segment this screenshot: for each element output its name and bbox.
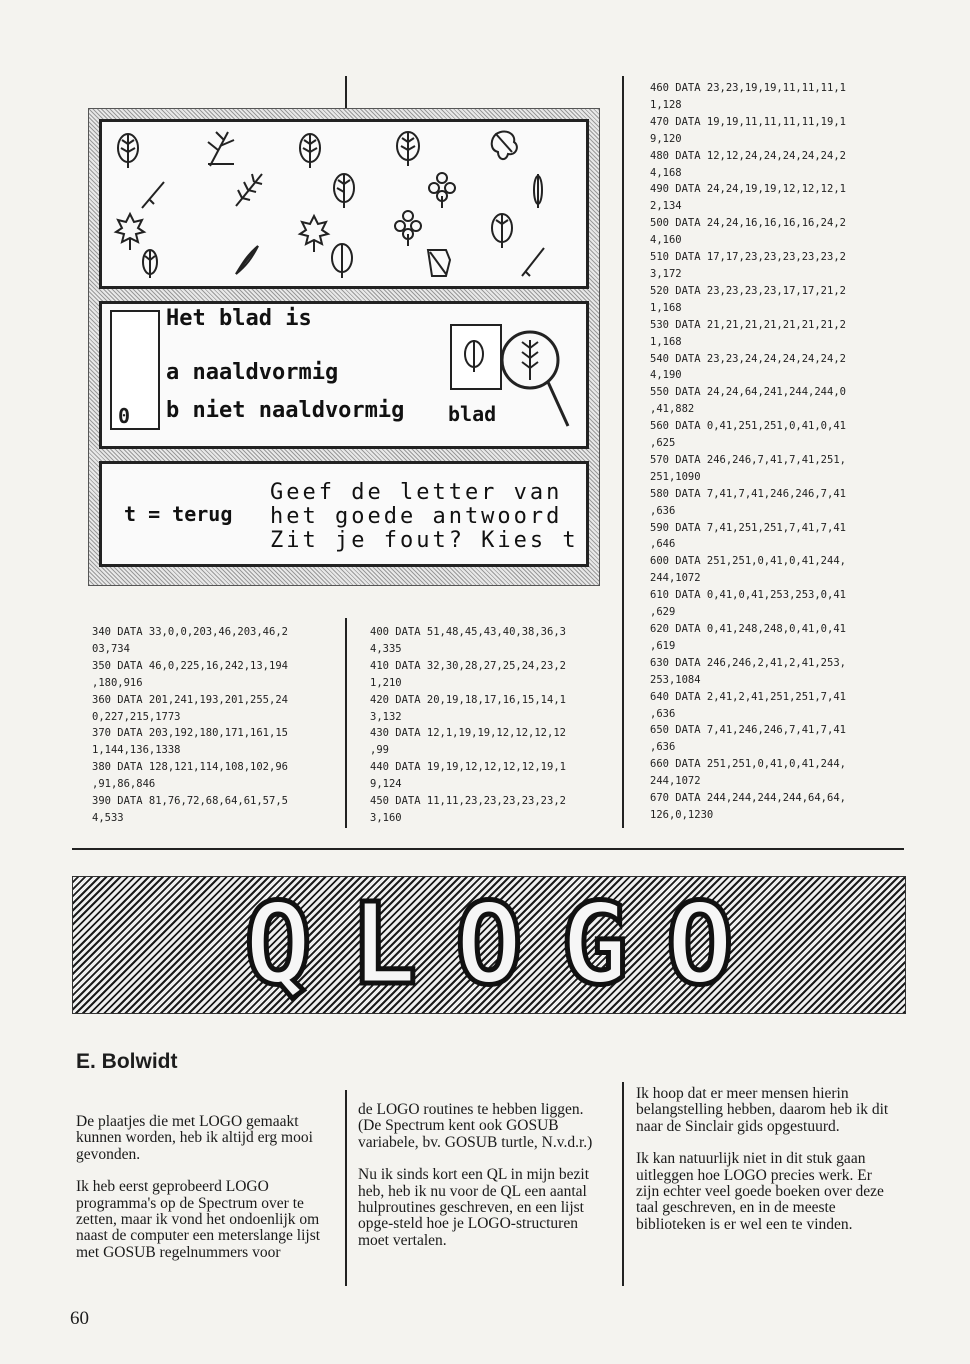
listing-line: 530 DATA 21,21,21,21,21,21,21,2 [650, 318, 846, 331]
leaf-oblong-icon [428, 250, 450, 276]
leaf-spray-icon [208, 132, 234, 166]
listing-line: 03,734 [92, 642, 130, 655]
data-listing-col2 [370, 624, 566, 827]
listing-line: 500 DATA 24,24,16,16,16,16,24,2 [650, 217, 846, 230]
leaf-round-icon [118, 134, 138, 168]
listing-line: 2,134 [650, 200, 682, 213]
article-column-3 [636, 1086, 892, 1249]
listing-line: 590 DATA 7,41,251,251,7,41,7,41 [650, 521, 846, 534]
listing-line: 600 DATA 251,251,0,41,0,41,244, [650, 555, 846, 568]
listing-line: 420 DATA 20,19,18,17,16,15,14,1 [370, 693, 566, 706]
listing-line: ,629 [650, 606, 676, 619]
listing-line: 480 DATA 12,12,24,24,24,24,24,2 [650, 149, 846, 162]
paragraph: Ik hoop dat er meer mensen hierin belangstelling hebben, daarom heb ik dit naar de Sinclair gids opgestuurd. [636, 1085, 889, 1135]
leaf-gallery-panel [99, 119, 589, 289]
listing-line: ,99 [370, 744, 389, 757]
listing-line: 251,1090 [650, 470, 701, 483]
option-a[interactable]: a naaldvormig [166, 360, 339, 385]
listing-line: ,619 [650, 639, 676, 652]
listing-line: 510 DATA 17,17,23,23,23,23,23,2 [650, 251, 846, 264]
listing-line: 610 DATA 0,41,0,41,253,253,0,41 [650, 589, 846, 602]
listing-line: 440 DATA 19,19,12,12,12,12,19,1 [370, 761, 566, 774]
article-column-1 [76, 1114, 332, 1277]
listing-line: 1,210 [370, 676, 402, 689]
listing-line: ,180,916 [92, 676, 143, 689]
column-rule [345, 76, 347, 108]
paragraph: De plaatjes die met LOGO gemaakt kunnen worden, heb ik altijd erg mooi gevonden. [76, 1113, 313, 1163]
listing-line: 4,335 [370, 642, 402, 655]
leaf-cluster-icon [395, 211, 421, 246]
listing-line: 630 DATA 246,246,2,41,2,41,253, [650, 656, 846, 669]
article-column-2 [358, 1102, 606, 1265]
listing-line: 640 DATA 2,41,2,41,251,251,7,41 [650, 690, 846, 703]
leaf-pointed-icon [236, 246, 258, 274]
instruction-panel [99, 461, 589, 567]
listing-line: 460 DATA 23,23,19,19,11,11,11,1 [650, 82, 846, 94]
listing-line: 430 DATA 12,1,19,19,12,12,12,12 [370, 727, 566, 740]
data-listing-col3 [650, 80, 846, 824]
needle-branch-icon [236, 174, 262, 206]
listing-line: 380 DATA 128,121,114,108,102,96 [92, 761, 288, 774]
needle-icon [142, 182, 164, 208]
program-screenshot [88, 108, 600, 586]
card-label: blad [448, 402, 497, 426]
paragraph: Ik heb eerst geprobeerd LOGO programma's op de Spectrum over te zetten, maar ik vond het ondoenlijk om naast de computer een meterslange lijst met GOSUB regelnummers voor [76, 1178, 321, 1261]
listing-line: ,636 [650, 741, 676, 754]
question-panel [99, 301, 589, 449]
listing-line: ,646 [650, 538, 676, 551]
listing-line: 244,1072 [650, 775, 701, 788]
listing-line: 3,132 [370, 710, 402, 723]
listing-line: ,41,882 [650, 403, 695, 416]
answer-input-box[interactable] [110, 310, 160, 430]
banner-word: QLOGO [244, 880, 772, 1010]
listing-line: 540 DATA 23,23,24,24,24,24,24,2 [650, 352, 846, 365]
leaf-maple-icon [116, 214, 144, 250]
listing-line: 3,160 [370, 811, 402, 824]
listing-line: 390 DATA 81,76,72,68,64,61,57,5 [92, 795, 288, 808]
instruction-line-2: het goede antwoord [270, 504, 563, 529]
answer-input-value: 0 [118, 404, 131, 428]
listing-line: 126,0,1230 [650, 808, 714, 821]
author-name: E. Bolwidt [76, 1050, 178, 1073]
listing-line: 1,144,136,1338 [92, 744, 181, 757]
listing-line: 620 DATA 0,41,248,248,0,41,0,41 [650, 623, 846, 635]
leaf-round-icon [332, 244, 352, 278]
listing-line: 650 DATA 7,41,246,246,7,41,7,41 [650, 724, 846, 737]
listing-line: 253,1084 [650, 673, 701, 686]
listing-line: 1,128 [650, 98, 682, 111]
listing-line: 4,190 [650, 369, 682, 382]
listing-line: 9,124 [370, 778, 402, 791]
column-rule [622, 1082, 624, 1286]
ql-logo-banner [72, 876, 906, 1014]
listing-line: 550 DATA 24,24,64,241,244,244,0 [650, 386, 846, 399]
listing-line: 410 DATA 32,30,28,27,25,24,23,2 [370, 659, 566, 672]
paragraph: de LOGO routines te hebben liggen. (De Spectrum kent ook GOSUB variabele, bv. GOSUB turtle, N.v.d.r.) [358, 1101, 593, 1151]
listing-line: 660 DATA 251,251,0,41,0,41,244, [650, 758, 846, 771]
magnifier-icon [486, 314, 576, 434]
option-b[interactable]: b niet naaldvormig [166, 398, 405, 423]
leaf-cluster-icon [429, 173, 455, 208]
listing-line: 350 DATA 46,0,225,16,242,13,194 [92, 659, 288, 672]
page-number: 60 [70, 1308, 89, 1329]
leaf-round-icon [492, 214, 512, 248]
listing-line: 450 DATA 11,11,23,23,23,23,23,2 [370, 795, 566, 808]
listing-line: ,636 [650, 504, 676, 517]
listing-line: 470 DATA 19,19,11,11,11,11,19,1 [650, 115, 846, 128]
listing-line: ,91,86,846 [92, 778, 156, 791]
paragraph: Nu ik sinds kort een QL in mijn bezit heb, heb ik nu voor de QL een aantal hulproutines geschreven, en een lijst opge-steld hoe je LOGO-structuren moet vertalen. [358, 1166, 590, 1249]
column-rule [345, 618, 347, 828]
listing-line: 490 DATA 24,24,19,19,12,12,12,1 [650, 183, 846, 196]
data-listing-col1 [92, 624, 288, 827]
leaf-round-icon [143, 250, 157, 278]
column-rule [622, 76, 624, 828]
listing-line: 370 DATA 203,192,180,171,161,15 [92, 727, 288, 740]
needle-icon [534, 174, 542, 208]
listing-line: 9,120 [650, 132, 682, 145]
instruction-line-3: Zit je fout? Kies t [270, 528, 579, 553]
question-title: Het blad is [166, 306, 312, 331]
listing-line: 520 DATA 23,23,23,23,17,17,21,2 [650, 284, 846, 297]
listing-line: 3,172 [650, 267, 682, 280]
section-divider [72, 848, 904, 850]
paragraph: Ik kan natuurlijk niet in dit stuk gaan uitleggen hoe LOGO precies werk. Er zijn echter veel goede boeken over deze taal geschreven, en in de meeste biblioteken is er wel een te vinden. [636, 1150, 884, 1233]
column-rule [345, 1090, 347, 1286]
needle-icon [522, 248, 544, 276]
listing-line: ,625 [650, 437, 676, 450]
listing-line: 0,227,215,1773 [92, 710, 181, 723]
listing-line: ,636 [650, 707, 676, 720]
instruction-line-1: Geef de letter van [270, 480, 563, 505]
listing-line: 360 DATA 201,241,193,201,255,24 [92, 693, 288, 706]
listing-line: 244,1072 [650, 572, 701, 585]
leaf-round-icon [300, 134, 320, 168]
leaf-oak-icon [492, 132, 517, 160]
listing-line: 560 DATA 0,41,251,251,0,41,0,41 [650, 420, 846, 433]
listing-line: 4,168 [650, 166, 682, 179]
leaf-icons [102, 122, 586, 286]
leaf-round-icon [397, 132, 419, 166]
leaf-maple-icon [300, 216, 328, 252]
listing-line: 1,168 [650, 301, 682, 314]
listing-line: 670 DATA 244,244,244,244,64,64, [650, 792, 846, 805]
listing-line: 340 DATA 33,0,0,203,46,203,46,2 [92, 626, 288, 638]
leaf-round-icon [334, 174, 354, 208]
listing-line: 570 DATA 246,246,7,41,7,41,251, [650, 453, 846, 466]
listing-line: 400 DATA 51,48,45,43,40,38,36,3 [370, 626, 566, 638]
listing-line: 4,160 [650, 234, 682, 247]
back-key-hint[interactable]: t = terug [124, 502, 233, 526]
listing-line: 4,533 [92, 811, 124, 824]
listing-line: 580 DATA 7,41,7,41,246,246,7,41 [650, 487, 846, 500]
listing-line: 1,168 [650, 335, 682, 348]
